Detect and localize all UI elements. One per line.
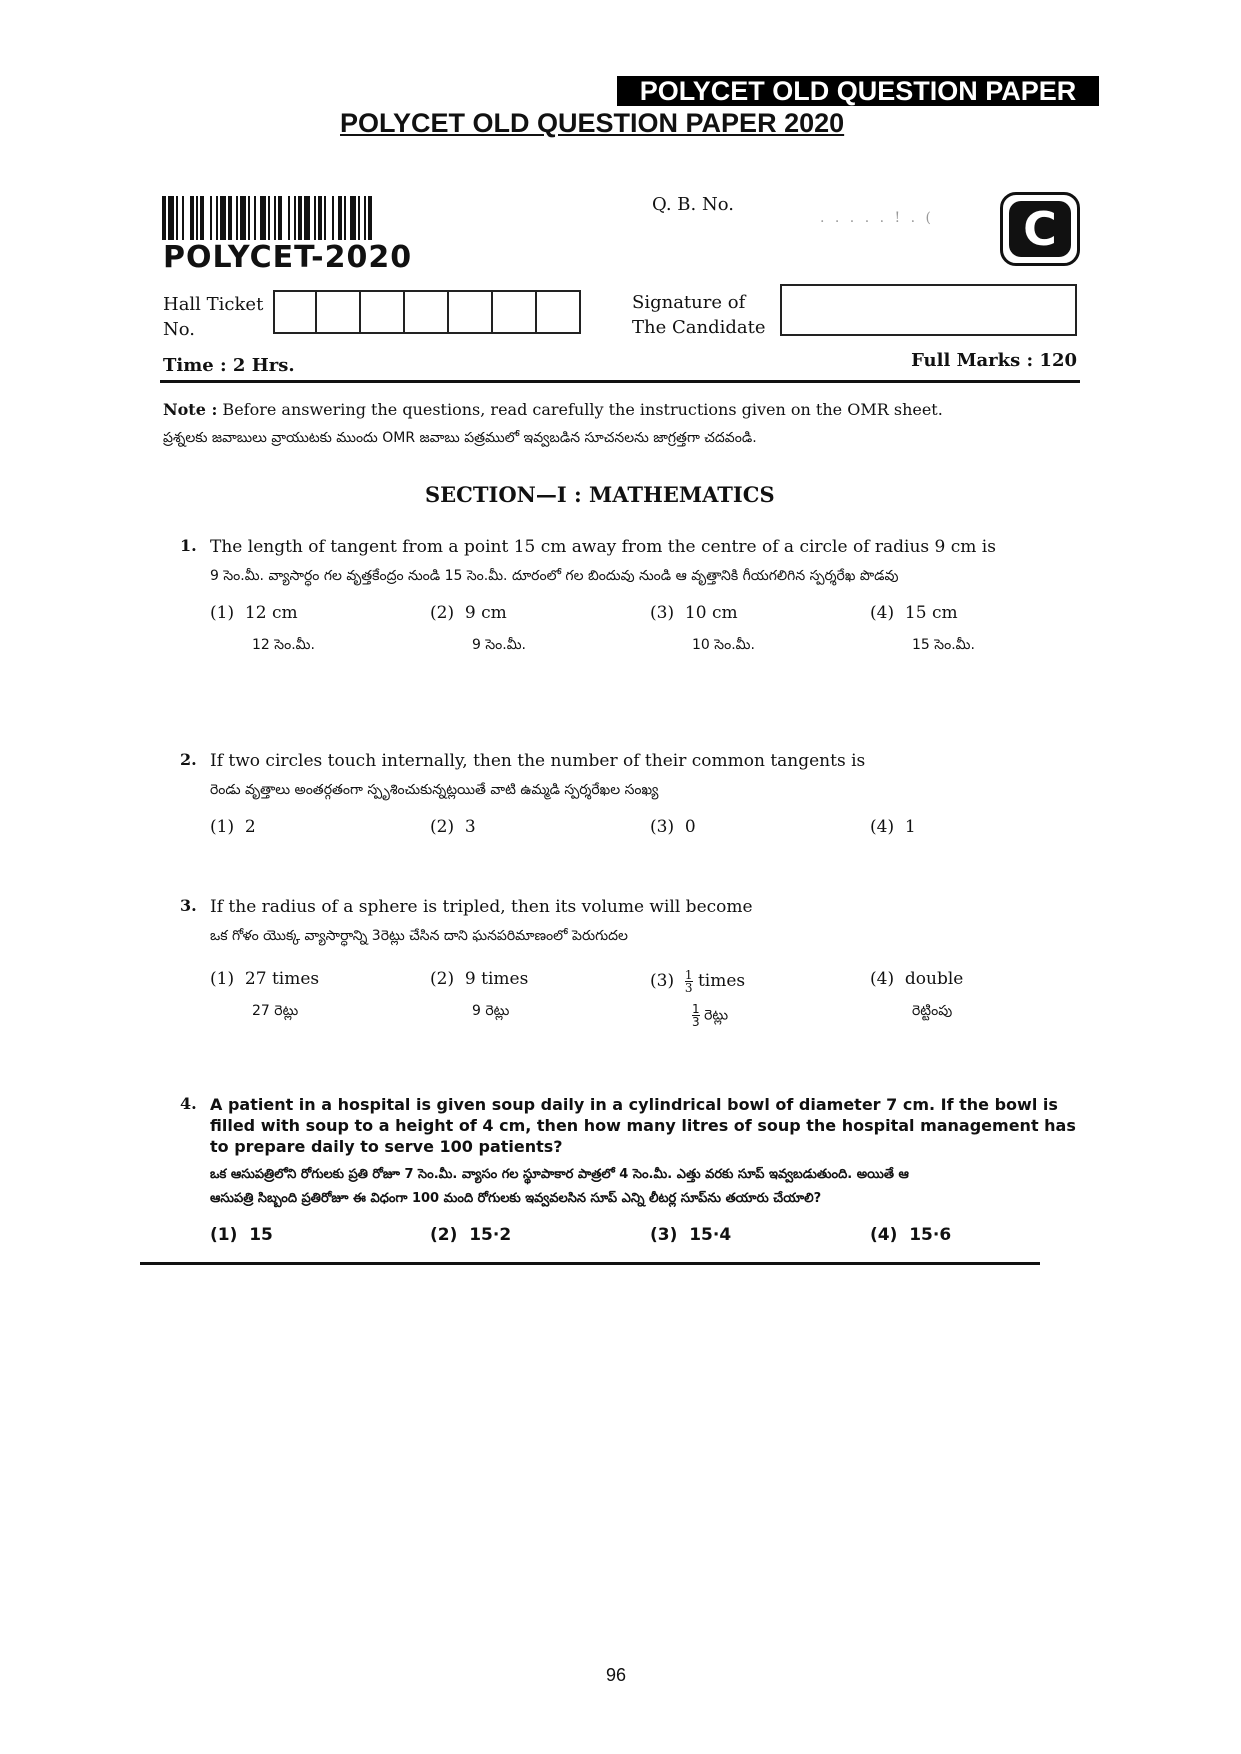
option-1[interactable]: (1) 12 cm [210,603,298,623]
question-number: 2. [180,750,197,769]
question-4 [180,1094,1080,1255]
option-2-telugu: 9 రెట్లు [472,1003,510,1019]
option-1[interactable]: (1) 27 times [210,969,320,989]
options [210,968,1080,1029]
note-label: Note : [163,400,218,419]
question-1 [180,536,1080,653]
question-text-telugu: ఒక గోళం యొక్క వ్యాసార్ధాన్ని 3రెట్లు చేసిన దాని ఘనపరిమాణంలో పెరుగుదల [210,928,628,944]
option-3[interactable]: (3) 0 [650,817,696,837]
signature-label [632,290,766,340]
option-2[interactable]: (2) 15·2 [430,1225,512,1245]
option-2-telugu: 9 సెం.మీ. [472,637,526,653]
option-2[interactable]: (2) 3 [430,817,476,837]
note-text: Before answering the questions, read carefully the instructions given on the OMR sheet. [217,400,943,419]
option-1[interactable]: (1) 15 [210,1225,273,1245]
option-3[interactable]: (3) $\frac{1}{3}$ times [650,968,746,995]
question-3 [180,896,1080,1029]
question-text-telugu-line1: ఒక ఆసుపత్రిలోని రోగులకు ప్రతి రోజూ 7 సెం.మీ. వ్యాసం గల స్థూపాకార పాత్రలో 4 సెం.మీ. ఎత్తు వరకు సూప్ ఇవ్వబడుతుంది. అయితే ఆ [210,1167,909,1182]
hall-ticket-digit-box[interactable] [493,290,537,334]
fraction-one-third: $\frac{1}{3}$ [684,968,693,995]
footer-divider [140,1262,1040,1265]
option-4-telugu: 15 సెం.మీ. [912,637,975,653]
option-1-telugu: 12 సెం.మీ. [252,637,315,653]
header-divider [160,380,1080,383]
option-4[interactable]: (4) 15 cm [870,603,958,623]
page-number: 96 [606,1665,627,1685]
hall-ticket-digit-box[interactable] [273,290,317,334]
option-2[interactable]: (2) 9 times [430,969,529,989]
hall-ticket-boxes[interactable] [273,290,581,334]
hall-ticket-label [163,292,263,342]
barcode [162,196,474,240]
options [210,817,1080,847]
option-1-telugu: 27 రెట్లు [252,1003,299,1019]
question-text-telugu: రెండు వృత్తాలు అంతర్గతంగా స్పృశించుకున్నట్లయితే వాటి ఉమ్మడి స్పర్శరేఖల సంఖ్య [210,782,659,798]
hall-ticket-digit-box[interactable] [317,290,361,334]
set-code-letter: C [1009,201,1071,257]
question-text: The length of tangent from a point 15 cm away from the centre of a circle of radius 9 cm is [210,537,996,557]
option-1[interactable]: (1) 2 [210,817,256,837]
hall-ticket-digit-box[interactable] [405,290,449,334]
question-text-telugu: 9 సెం.మీ. వ్యాసార్ధం గల వృత్తకేంద్రం నుండి 15 సెం.మీ. దూరంలో గల బిందువు నుండి ఆ వృత్తానికి గీయగలిగిన స్పర్శరేఖ పొడవు [210,568,899,584]
question-number: 4. [180,1094,197,1113]
hall-ticket-digit-box[interactable] [361,290,405,334]
options [210,603,1080,653]
question-text: If the radius of a sphere is tripled, then its volume will become [210,897,753,917]
signature-label-line1: Signature of [632,292,746,313]
hall-ticket-label-line2: No. [163,319,195,340]
instructions-note [163,400,1083,419]
header-banner: POLYCET OLD QUESTION PAPER [617,76,1099,106]
option-3-telugu: 10 సెం.మీ. [692,637,755,653]
option-4-telugu: రెట్టింపు [912,1003,953,1019]
option-2[interactable]: (2) 9 cm [430,603,507,623]
question-text: A patient in a hospital is given soup daily in a cylindrical bowl of diameter 7 cm. If the bowl is filled with soup to a height of 4 cm, then how many litres of soup the hospital management has to prepare daily to serve 100 patients? [210,1095,1076,1156]
section-heading: SECTION—I : MATHEMATICS [425,482,775,507]
hall-ticket-label-line1: Hall Ticket [163,294,264,315]
option-4[interactable]: (4) 1 [870,817,916,837]
question-2 [180,750,1080,847]
option-3[interactable]: (3) 15·4 [650,1225,732,1245]
option-4[interactable]: (4) double [870,969,964,989]
signature-label-line2: The Candidate [632,317,766,338]
full-marks: Full Marks : 120 [911,350,1077,371]
exam-code: POLYCET-2020 [163,240,413,275]
option-3-telugu: $\frac{1}{3}$ రెట్లు [692,1002,729,1029]
question-text: If two circles touch internally, then the number of their common tangents is [210,751,866,771]
question-text-telugu-line2: ఆసుపత్రి సిబ్బంది ప్రతిరోజూ ఈ విధంగా 100 మంది రోగులకు ఇవ్వవలసిన సూప్ ఎన్ని లీటర్ల సూప్‌ను తయారు చేయాలి? [210,1191,822,1206]
hall-ticket-digit-box[interactable] [449,290,493,334]
option-4[interactable]: (4) 15·6 [870,1225,952,1245]
exam-time: Time : 2 Hrs. [163,355,295,376]
qb-number-label: Q. B. No. [652,194,734,215]
hall-ticket-digit-box[interactable] [537,290,581,334]
page-title: POLYCET OLD QUESTION PAPER 2020 [340,108,845,138]
options [210,1225,1080,1255]
set-code-badge [1000,192,1080,266]
qb-number-value: . . . . . ! . ( [820,210,934,226]
instructions-note-telugu: ప్రశ్నలకు జవాబులు వ్రాయుటకు ముందు OMR జవాబు పత్రములో ఇవ్వబడిన సూచనలను జాగ్రత్తగా చదవండి. [163,430,757,446]
option-3[interactable]: (3) 10 cm [650,603,738,623]
question-number: 1. [180,536,197,555]
signature-box[interactable] [780,284,1077,336]
question-number: 3. [180,896,197,915]
